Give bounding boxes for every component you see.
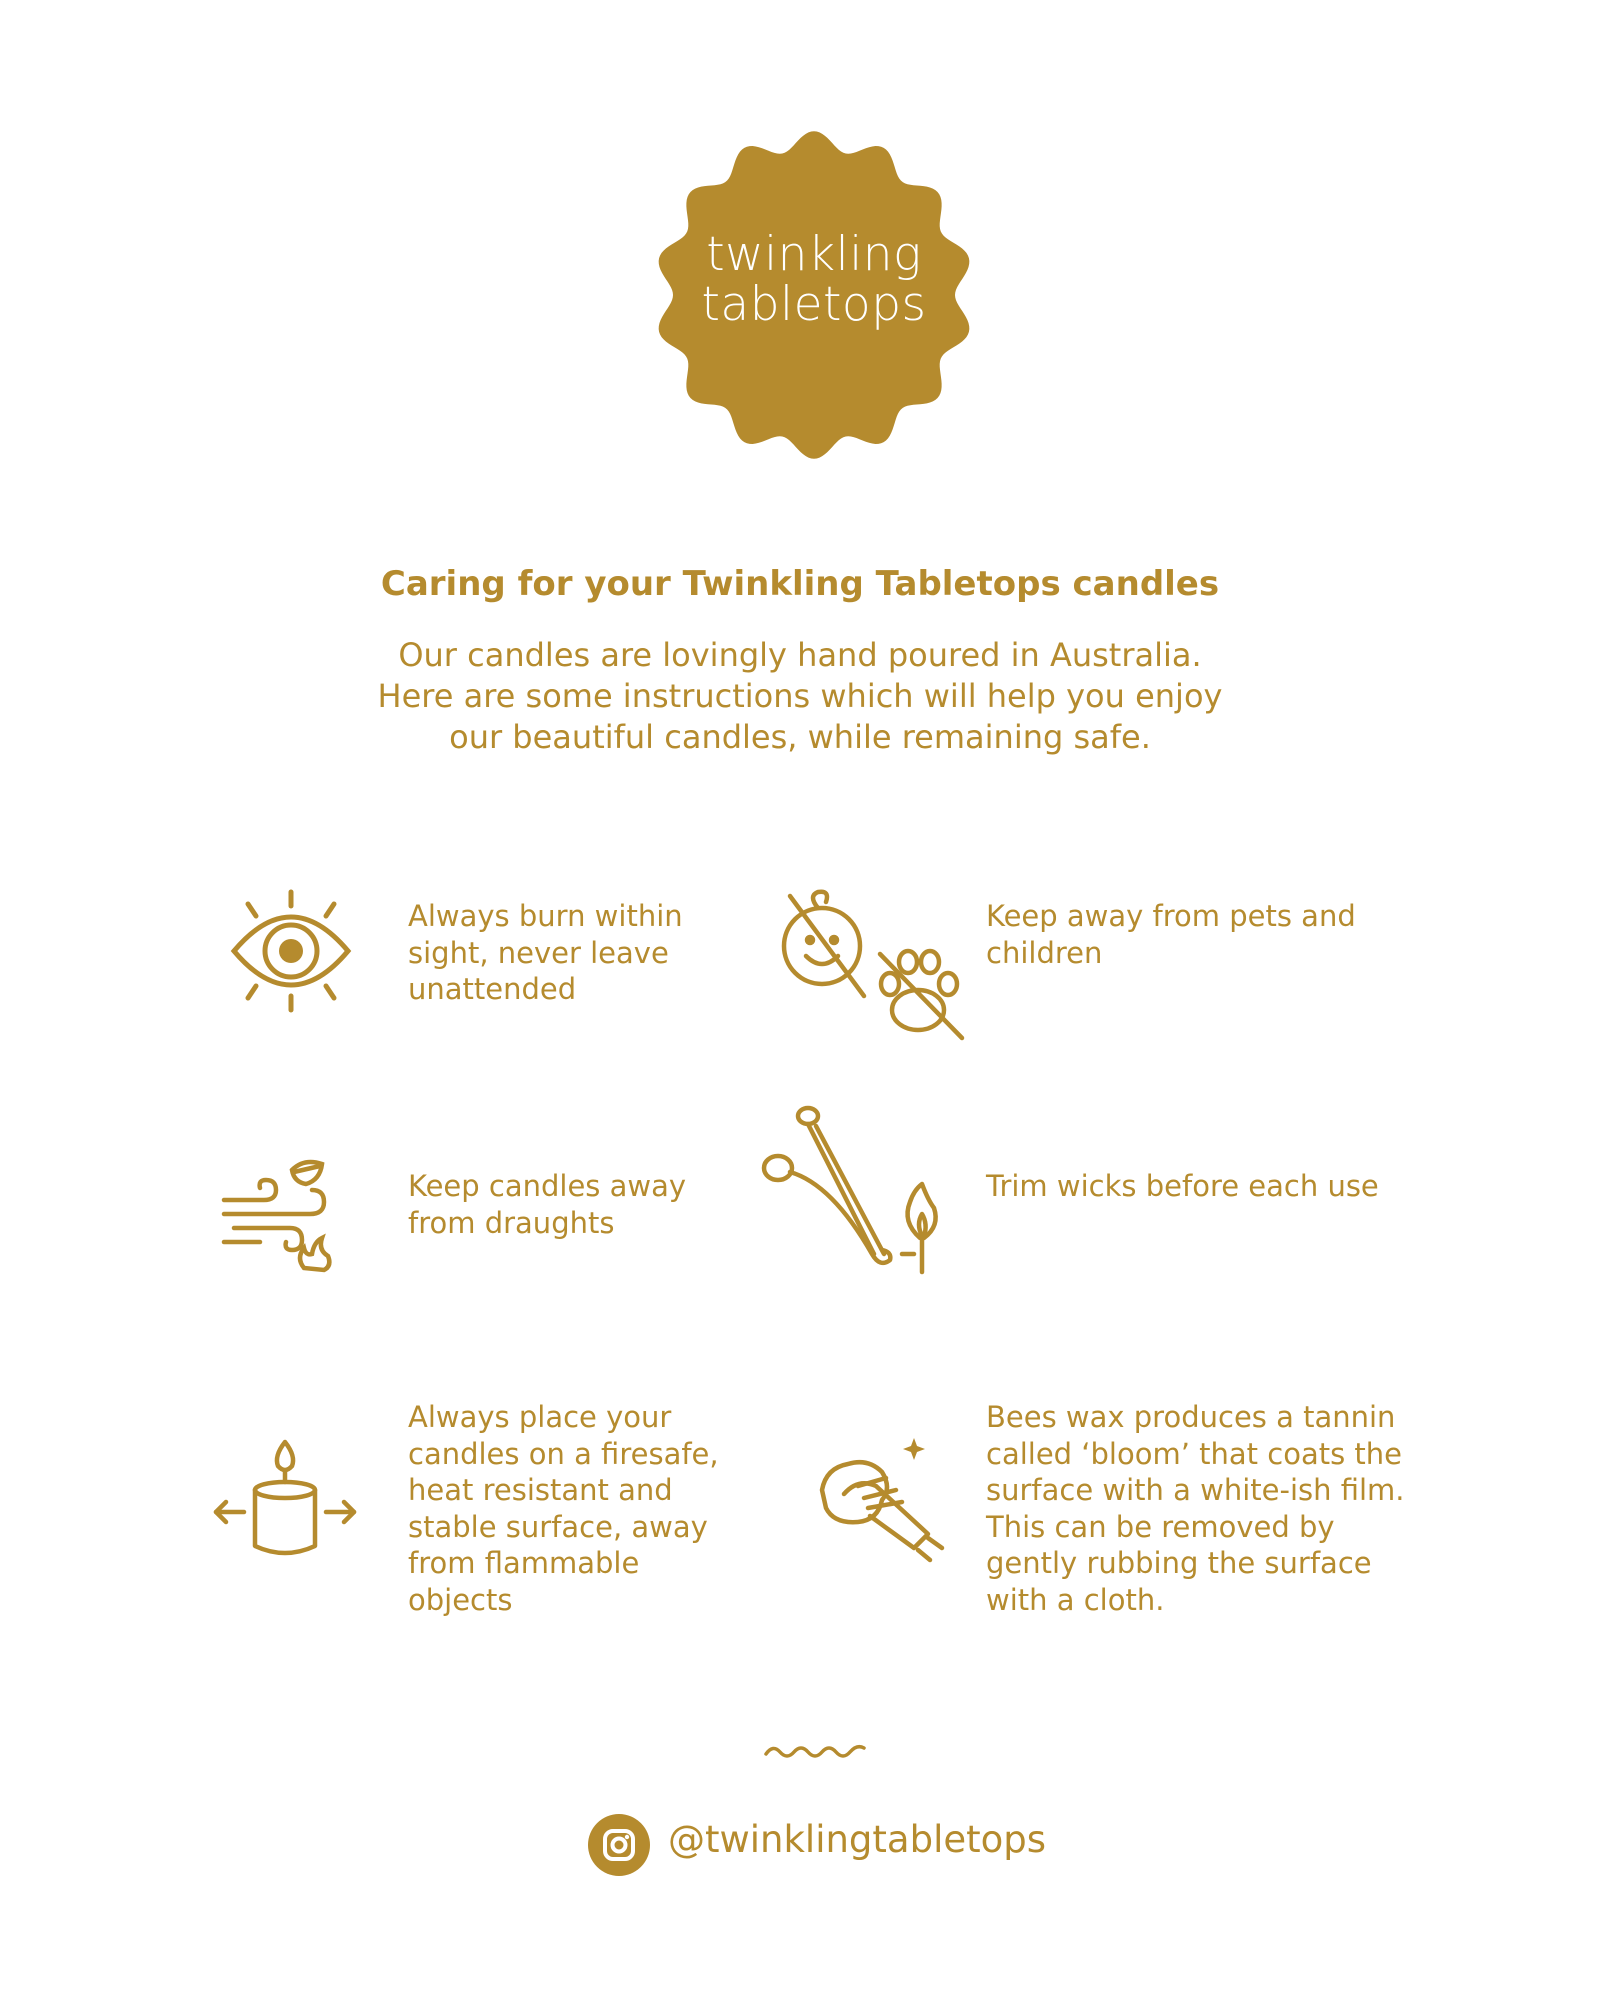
wick-trimmer-icon: [762, 1104, 942, 1276]
tip-text-trim-wicks: Trim wicks before each use: [986, 1169, 1379, 1203]
tip-text-burn-in-sight: Always burn within sight, never leave unattended: [408, 899, 683, 1006]
instagram-icon[interactable]: [588, 1814, 650, 1876]
logo-line-2: tabletops: [701, 277, 927, 332]
cloth-wipe-icon: [818, 1438, 948, 1562]
intro-line-2: Here are some instructions which will help you enjoy: [377, 677, 1223, 715]
page-heading: Caring for your Twinkling Tabletops candles: [380, 564, 1220, 604]
candle-surface-icon: [212, 1438, 358, 1558]
tip-text-draughts: Keep candles away from draughts: [408, 1169, 687, 1240]
tip-text-firesafe-surface: Always place your candles on a firesafe, heat resistant and stable surface, away from flammable objects: [408, 1400, 719, 1617]
footer-wave-divider: [764, 1738, 868, 1762]
no-children-pets-icon: [778, 890, 968, 1042]
wind-icon: [220, 1156, 344, 1276]
logo-wave-icon: [776, 340, 1096, 670]
intro-paragraph: [300, 635, 1300, 758]
instagram-handle-link[interactable]: @twinklingtabletops: [668, 1818, 1047, 1861]
eye-icon: [226, 888, 356, 1014]
logo-line-1: twinkling: [706, 227, 922, 282]
tip-text-bees-wax-bloom: Bees wax produces a tannin called ‘bloom’ that coats the surface with a white-ish film. This can be removed by gently rubbing the surface with a cloth.: [986, 1400, 1405, 1617]
intro-line-3: our beautiful candles, while remaining safe.: [449, 718, 1151, 756]
logo-wordmark: [654, 227, 974, 332]
tip-text-pets-children: Keep away from pets and children: [986, 899, 1356, 970]
intro-line-1: Our candles are lovingly hand poured in Australia.: [398, 636, 1202, 674]
brand-logo: [654, 130, 974, 460]
